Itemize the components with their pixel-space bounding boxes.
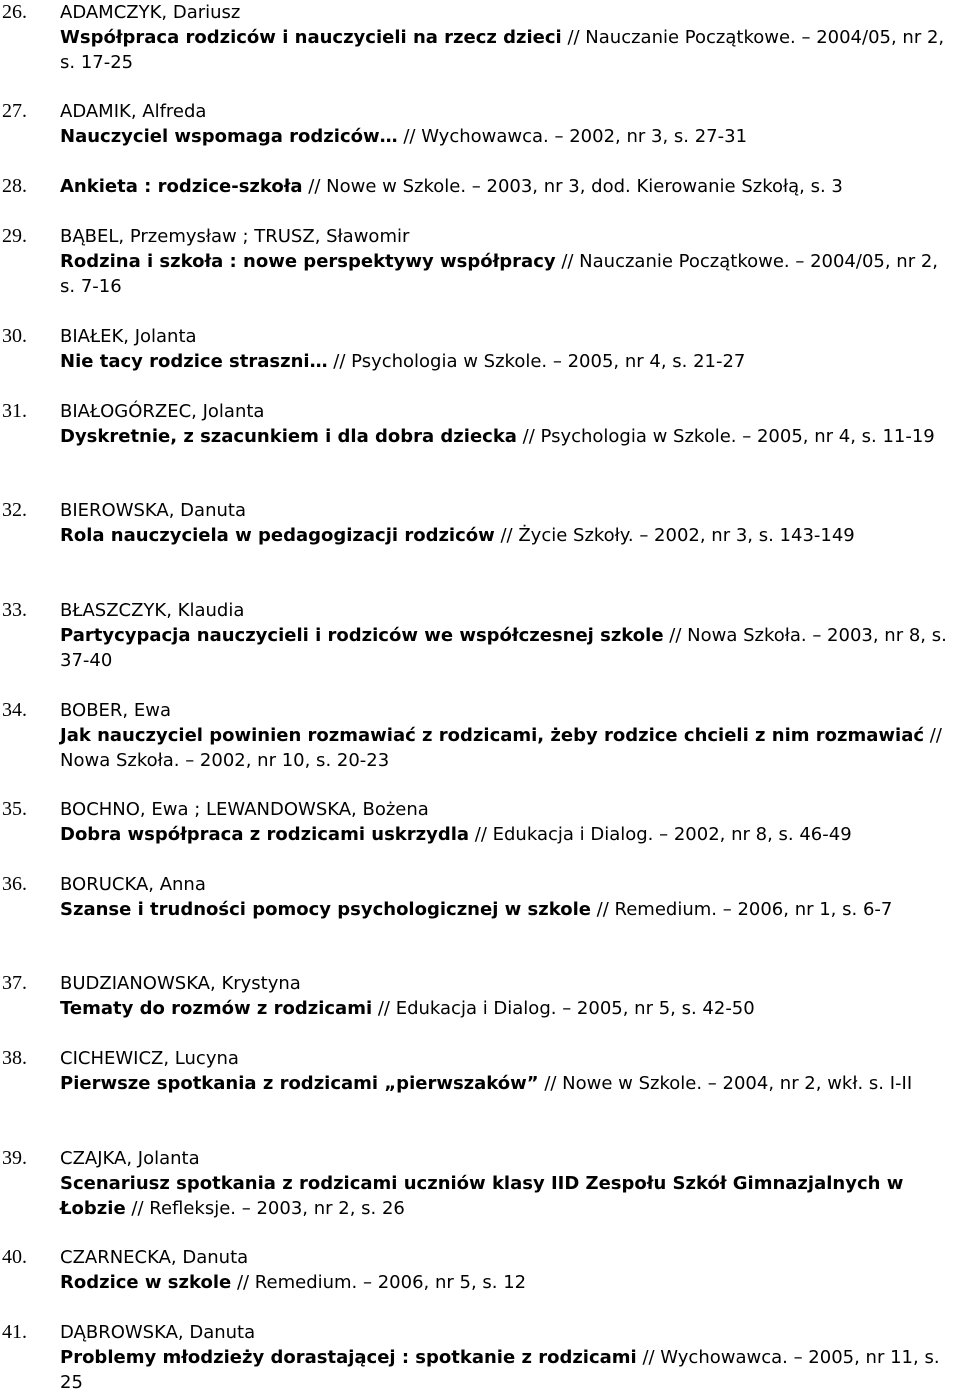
entry-citation xyxy=(60,723,958,773)
entry-source: // Życie Szkoły. – 2002, nr 3, s. 143-149 xyxy=(494,525,855,546)
entry-author: ADAMCZYK, Dariusz xyxy=(60,2,241,23)
entry-citation xyxy=(60,623,958,673)
entry-title: Rodzina i szkoła : nowe perspektywy współpracy xyxy=(60,251,556,272)
entry-number: 30. xyxy=(2,325,27,347)
entry-author: BUDZIANOWSKA, Krystyna xyxy=(60,973,301,994)
entry-source: // Edukacja i Dialog. – 2005, nr 5, s. 42-50 xyxy=(372,998,755,1019)
entry-citation xyxy=(60,523,958,548)
entry-author: BIAŁOGÓRZEC, Jolanta xyxy=(60,401,265,422)
entry-number: 32. xyxy=(2,499,27,521)
entry-title: Dobra współpraca z rodzicami uskrzydla xyxy=(60,824,470,845)
entry-author: CZARNECKA, Danuta xyxy=(60,1247,249,1268)
entry-citation xyxy=(60,249,958,299)
entry-author: BIEROWSKA, Danuta xyxy=(60,500,246,521)
entry-source: // Nauczanie Początkowe. – 2004/05, nr 2, s. 7-16 xyxy=(60,251,939,297)
entry-title: Problemy młodzieży dorastającej : spotkanie z rodzicami xyxy=(60,1347,637,1368)
entry-source: // Edukacja i Dialog. – 2002, nr 8, s. 46-49 xyxy=(469,824,852,845)
entry-source: // Psychologia w Szkole. – 2005, nr 4, s. 11-19 xyxy=(516,426,935,447)
entry-citation xyxy=(60,349,958,374)
entry-number: 31. xyxy=(2,400,27,422)
entry-citation xyxy=(60,822,958,847)
entry-number: 39. xyxy=(2,1147,27,1169)
entry-author: BOCHNO, Ewa ; LEWANDOWSKA, Bożena xyxy=(60,799,429,820)
entry-title: Scenariusz spotkania z rodzicami uczniów klasy IID Zespołu Szkół Gimnazjalnych w Łobzie xyxy=(60,1173,904,1219)
entry-source: // Nauczanie Początkowe. – 2004/05, nr 2, s. 17-25 xyxy=(60,27,945,73)
entry-citation xyxy=(60,1171,958,1221)
entry-source: // Wychowawca. – 2005, nr 11, s. 25 xyxy=(60,1347,940,1393)
entry-author: BORUCKA, Anna xyxy=(60,874,206,895)
entry-number: 27. xyxy=(2,100,27,122)
entry-title: Jak nauczyciel powinien rozmawiać z rodzicami, żeby rodzice chcieli z nim rozmawiać xyxy=(60,725,925,746)
entry-source: // Wychowawca. – 2002, nr 3, s. 27-31 xyxy=(397,126,748,147)
entry-number: 36. xyxy=(2,873,27,895)
entry-source: // Nowe w Szkole. – 2004, nr 2, wkł. s. I-II xyxy=(538,1073,913,1094)
entry-title: Ankieta : rodzice-szkoła xyxy=(60,176,303,197)
entry-number: 35. xyxy=(2,798,27,820)
entry-author: DĄBROWSKA, Danuta xyxy=(60,1322,256,1343)
entry-source: // Nowa Szkoła. – 2002, nr 10, s. 20-23 xyxy=(60,725,942,771)
entry-source: // Refleksje. – 2003, nr 2, s. 26 xyxy=(125,1198,405,1219)
entry-citation xyxy=(60,25,958,75)
entry-title: Nie tacy rodzice straszni… xyxy=(60,351,328,372)
entry-number: 29. xyxy=(2,225,27,247)
entry-title: Tematy do rozmów z rodzicami xyxy=(60,998,373,1019)
entry-source: // Remedium. – 2006, nr 1, s. 6-7 xyxy=(590,899,893,920)
entry-title: Nauczyciel wspomaga rodziców… xyxy=(60,126,398,147)
entry-number: 34. xyxy=(2,699,27,721)
entry-number: 28. xyxy=(2,175,27,197)
entry-source: // Psychologia w Szkole. – 2005, nr 4, s. 21-27 xyxy=(327,351,746,372)
entry-author: ADAMIK, Alfreda xyxy=(60,101,207,122)
entry-title: Pierwsze spotkania z rodzicami „pierwszaków” xyxy=(60,1073,539,1094)
entry-title: Dyskretnie, z szacunkiem i dla dobra dziecka xyxy=(60,426,517,447)
entry-author: BOBER, Ewa xyxy=(60,700,171,721)
entry-citation xyxy=(60,174,956,199)
entry-number: 40. xyxy=(2,1246,27,1268)
entry-author: BŁASZCZYK, Klaudia xyxy=(60,600,245,621)
entry-number: 26. xyxy=(2,1,27,23)
entry-number: 38. xyxy=(2,1047,27,1069)
entry-title: Szanse i trudności pomocy psychologicznej w szkole xyxy=(60,899,591,920)
entry-citation xyxy=(60,996,958,1021)
entry-number: 41. xyxy=(2,1321,27,1343)
entry-author: BĄBEL, Przemysław ; TRUSZ, Sławomir xyxy=(60,226,410,247)
entry-title: Rola nauczyciela w pedagogizacji rodziców xyxy=(60,525,495,546)
entry-title: Rodzice w szkole xyxy=(60,1272,232,1293)
entry-citation xyxy=(60,897,958,922)
entry-author: CICHEWICZ, Lucyna xyxy=(60,1048,239,1069)
entry-citation xyxy=(60,1270,958,1295)
entry-source: // Nowe w Szkole. – 2003, nr 3, dod. Kierowanie Szkołą, s. 3 xyxy=(302,176,843,197)
entry-citation xyxy=(60,424,958,449)
entry-source: // Remedium. – 2006, nr 5, s. 12 xyxy=(231,1272,527,1293)
entry-number: 33. xyxy=(2,599,27,621)
entry-author: CZAJKA, Jolanta xyxy=(60,1148,200,1169)
entry-title: Współpraca rodziców i nauczycieli na rzecz dzieci xyxy=(60,27,562,48)
entry-citation xyxy=(60,1071,958,1096)
entry-citation xyxy=(60,124,958,149)
entry-author: BIAŁEK, Jolanta xyxy=(60,326,197,347)
entry-citation xyxy=(60,1345,958,1395)
entry-source: // Nowa Szkoła. – 2003, nr 8, s. 37-40 xyxy=(60,625,947,671)
entry-number: 37. xyxy=(2,972,27,994)
entry-title: Partycypacja nauczycieli i rodziców we współczesnej szkole xyxy=(60,625,664,646)
